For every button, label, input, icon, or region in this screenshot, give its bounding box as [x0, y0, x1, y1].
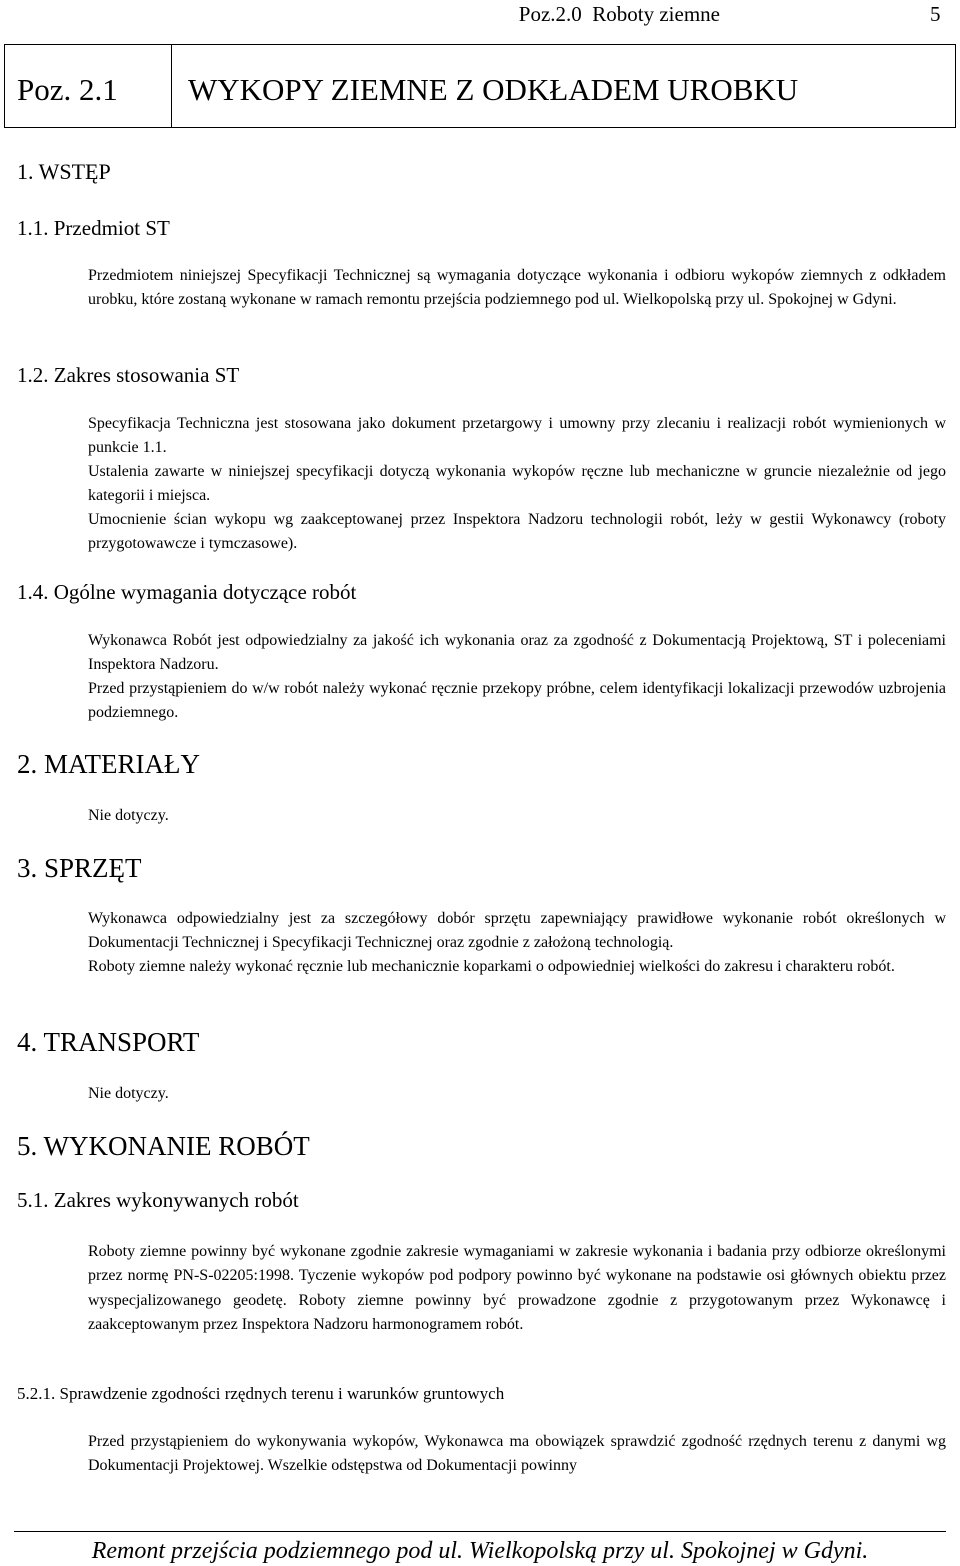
section-2-heading: 2. MATERIAŁY: [17, 749, 200, 779]
section-3-text-b: Roboty ziemne należy wykonać ręcznie lub mechanicznie koparkami o odpowiedniej wielkości do zakresu i charakteru robót.: [88, 958, 895, 975]
footer-rule: [14, 1531, 946, 1532]
section-3-text-a: Wykonawca odpowiedzialny jest za szczegółowy dobór sprzętu zapewniający prawidłowe wykonanie robót określonych w Dokumentacji Technicznej i Specyfikacji Technicznej oraz zgodnie z założoną technologią.: [88, 910, 946, 952]
section-1-4-text-a: Wykonawca Robót jest odpowiedzialny za jakość ich wykonania oraz za zgodność z Dokumentacją Projektową, ST i poleceniami Inspektora Nadzoru.: [88, 632, 946, 674]
section-1-heading: 1. WSTĘP: [17, 159, 111, 184]
section-5-2-1-heading: 5.2.1. Sprawdzenie zgodności rzędnych terenu i warunków gruntowych: [17, 1384, 505, 1403]
section-1-2-text-a: Specyfikacja Techniczna jest stosowana jako dokument przetargowy i umowny przy zlecaniu i realizacji robót wymienionych w punkcie 1.1.: [88, 415, 946, 457]
section-1-4-text-b: Przed przystąpieniem do w/w robót należy wykonać ręcznie przekopy próbne, celem identyfikacji lokalizacji przewodów uzbrojenia podziemnego.: [88, 680, 946, 722]
section-4-text: Nie dotyczy.: [88, 1085, 169, 1102]
section-5-1-heading: 5.1. Zakres wykonywanych robót: [17, 1188, 299, 1212]
running-header-title: Poz.2.0 Roboty ziemne: [518, 2, 720, 26]
section-1-2-text-c: Umocnienie ścian wykopu wg zaakceptowanej przez Inspektora Nadzoru technologii robót, leży w gestii Wykonawcy (roboty przygotowawcze i tymczasowe).: [88, 511, 946, 553]
section-2-text: Nie dotyczy.: [88, 807, 169, 824]
position-header-divider: [171, 44, 172, 128]
section-3-heading: 3. SPRZĘT: [17, 853, 142, 883]
section-1-1-heading: 1.1. Przedmiot ST: [17, 216, 170, 240]
section-1-4-heading: 1.4. Ogólne wymagania dotyczące robót: [17, 580, 357, 604]
position-title: WYKOPY ZIEMNE Z ODKŁADEM UROBKU: [188, 72, 799, 107]
section-5-1-text: Roboty ziemne powinny być wykonane zgodnie zakresie wymaganiami w zakresie wykonania i badania przy odbiorze określonymi przez normę PN-S-02205:1998. Tyczenie wykopów pod podpory powinno być wykonane na podstawie osi głównych obiektu przez wyspecjalizowanego geodetę. Roboty ziemne powinny być prowadzone zgodnie z przygotowanym przez Wykonawcę i zaakceptowanym przez Inspektora Nadzoru harmonogramem robót.: [88, 1243, 946, 1333]
section-5-heading: 5. WYKONANIE ROBÓT: [17, 1131, 310, 1161]
footer-text: Remont przejścia podziemnego pod ul. Wielkopolską przy ul. Spokojnej w Gdyni.: [91, 1538, 869, 1564]
section-1-1-text: Przedmiotem niniejszej Specyfikacji Technicznej są wymagania dotyczące wykonania i odbioru wykopów ziemnych z odkładem urobku, które zostaną wykonane w ramach remontu przejścia podziemnego pod ul. Wielkopolską przy ul. Spokojnej w Gdyni.: [88, 267, 946, 309]
section-1-2-heading: 1.2. Zakres stosowania ST: [17, 363, 240, 387]
page-number: 5: [930, 2, 941, 26]
section-4-heading: 4. TRANSPORT: [17, 1027, 200, 1057]
position-label: Poz. 2.1: [17, 72, 118, 107]
section-1-2-text-b: Ustalenia zawarte w niniejszej specyfikacji dotyczą wykonania wykopów ręczne lub mechaniczne w gruncie niezależnie od jego kategorii i miejsca.: [88, 463, 946, 505]
section-5-2-1-text: Przed przystąpieniem do wykonywania wykopów, Wykonawca ma obowiązek sprawdzić zgodność rzędnych terenu z danymi wg Dokumentacji Projektowej. Wszelkie odstępstwa od Dokumentacji powinny: [88, 1433, 946, 1475]
